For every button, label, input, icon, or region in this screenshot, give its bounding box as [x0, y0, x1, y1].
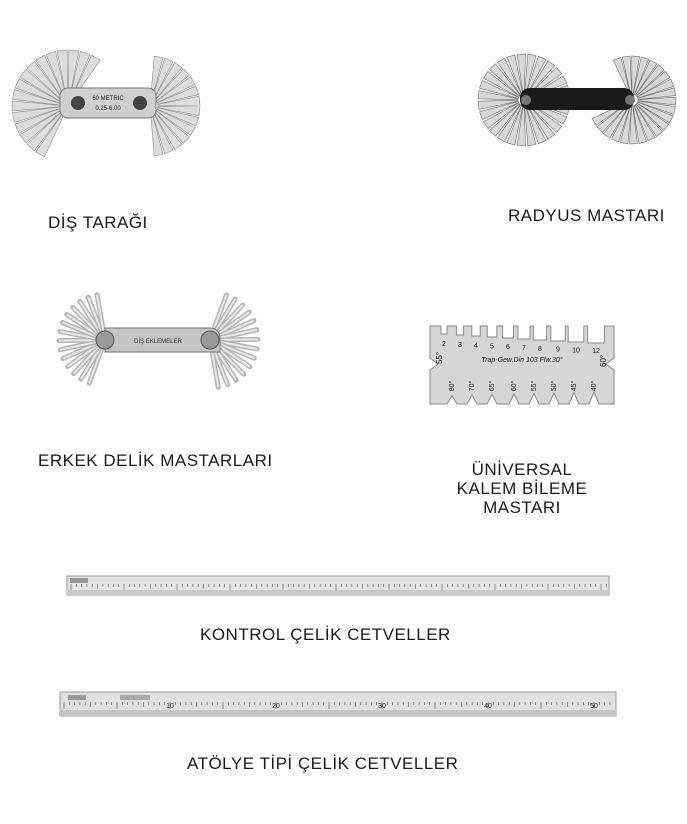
tool-gauge-bottom-number: 60° [511, 380, 518, 392]
tool-gauge-right-angle: 60° [599, 354, 608, 367]
workshop-ruler-caption: ATÖLYE TİPİ ÇELİK CETVELLER [187, 754, 459, 773]
tool-gauge-bottom-number: 40° [591, 380, 598, 392]
tool-gauge-top-number: 5 [490, 343, 494, 351]
tool-gauge-caption-line-3: MASTARI [483, 498, 561, 517]
hole-gauge-image [50, 288, 300, 398]
tool-gauge-bottom-number: 55° [531, 380, 538, 392]
tool-gauge-caption-line-2: KALEM BİLEME [456, 479, 588, 498]
tool-gauge-top-number: 9 [556, 346, 560, 354]
tool-gauge-top-number: 8 [538, 345, 542, 353]
tool-gauge-top-number: 12 [592, 348, 600, 356]
tool-gauge-top-number: 4 [474, 342, 478, 350]
thread-gauge-label-2: 0.25-6.00 [95, 106, 121, 112]
workshop-ruler-image [60, 690, 616, 720]
tool-gauge-middle-text: Trap-Gew.Din 103 Flw.30° [481, 357, 563, 364]
tool-gauge-top-number: 7 [522, 345, 526, 352]
tool-gauge-bottom-number: 45° [571, 380, 578, 392]
tool-gauge-top-number: 10 [572, 347, 580, 355]
tool-gauge-bottom-number: 65° [489, 380, 496, 392]
ruler-number: 20 [272, 703, 280, 710]
tool-gauge-image [426, 320, 618, 408]
radius-gauge-image [478, 52, 678, 162]
hole-gauge-caption: ERKEK DELİK MASTARLARI [38, 451, 273, 470]
tool-gauge-caption-line-1: ÜNİVERSAL [471, 460, 573, 479]
control-ruler-caption: KONTROL ÇELİK CETVELLER [200, 625, 451, 644]
ruler-number: 30 [378, 703, 386, 710]
ruler-number: 10 [166, 703, 174, 710]
tool-gauge-top-number: 6 [506, 344, 510, 352]
tool-gauge-bottom-number: 70° [469, 380, 476, 392]
thread-gauge-caption: DİŞ TARAĞI [48, 213, 148, 232]
control-ruler-image [67, 575, 609, 597]
radius-gauge-caption: RADYUS MASTARI [508, 206, 665, 225]
tool-gauge-bottom-number: 50° [551, 380, 558, 392]
thread-gauge-label-1: 60 METRIC [92, 96, 124, 102]
hole-gauge-label: DİŞ EKLEMELER [134, 339, 182, 345]
thread-gauge-image [0, 50, 220, 170]
tool-gauge-bottom-number: 80° [449, 380, 456, 392]
tool-gauge-top-number: 3 [458, 341, 462, 349]
ruler-number: 50 [590, 703, 598, 710]
tool-gauge-top-number: 2 [442, 341, 446, 348]
ruler-number: 40 [484, 703, 492, 710]
tool-gauge-left-angle: 55° [435, 351, 444, 364]
